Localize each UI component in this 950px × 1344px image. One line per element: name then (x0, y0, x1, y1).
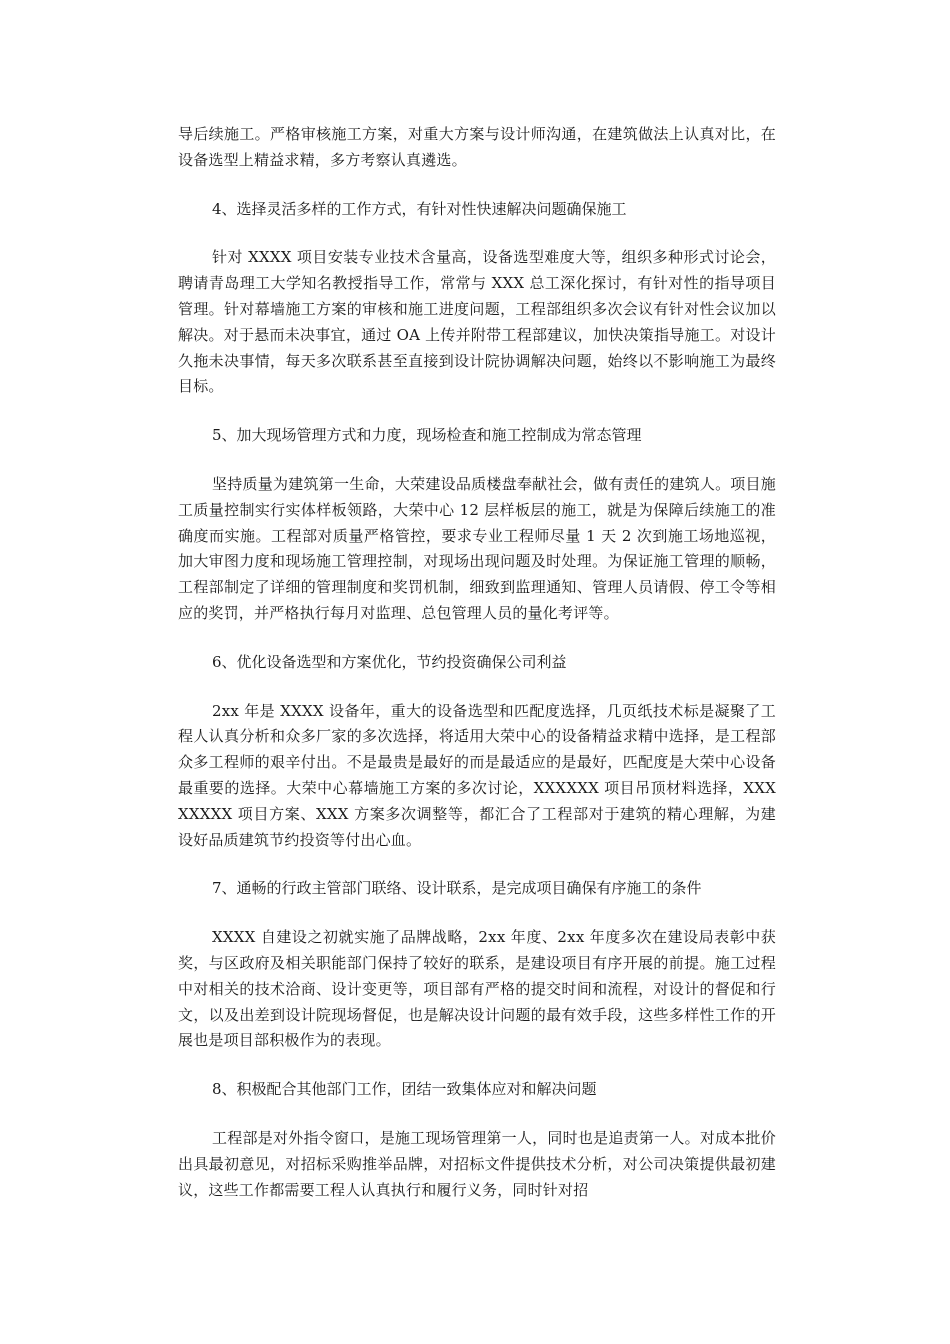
document-page (178, 122, 776, 1203)
section-7-heading: 7、通畅的行政主管部门联络、设计联系，是完成项目确保有序施工的条件 (212, 879, 702, 898)
section-7-body: XXXX 自建设之初就实施了品牌战略，2xx 年度、2xx 年度多次在建设局表彰中获奖，与区政府及相关职能部门保持了较好的联系，是建设项目有序开展的前提。施工过程中对相关的技术洽商、设计变更等，项目部有严格的提交时间和流程，对设计的督促和行文，以及出差到设计院现场督促，也是解决设计问题的最有效手段，这些多样性工作的开展也是项目部积极作为的表现。 (178, 928, 776, 1050)
section-6-heading: 6、优化设备选型和方案优化，节约投资确保公司利益 (212, 652, 567, 671)
section-8-heading: 8、积极配合其他部门工作，团结一致集体应对和解决问题 (212, 1080, 597, 1099)
section-6-body: 2xx 年是 XXXX 设备年，重大的设备选型和匹配度选择，几页纸技术标是凝聚了工程人认真分析和众多厂家的多次选择，将适用大荣中心的设备精益求精中选择，是工程部众多工程师的艰辛付出。不是最贵是最好的而是最适应的是最好，匹配度是大荣中心设备最重要的选择。大荣中心幕墙施工方案的多次讨论，XXXXXX 项目吊顶材料选择，XXXXXXXX 项目方案、XXX 方案多次调整等，都汇合了工程部对于建筑的精心理解，为建设好品质建筑节约投资等付出心血。 (178, 701, 776, 849)
section-4-heading: 4、选择灵活多样的工作方式，有针对性快速解决问题确保施工 (212, 199, 627, 218)
section-4-body: 针对 XXXX 项目安装专业技术含量高，设备选型难度大等，组织多种形式讨论会，聘请青岛理工大学知名教授指导工作，常常与 XXX 总工深化探讨，有针对性的指导项目管理。针对幕墙施工方案的审核和施工进度问题，工程部组织多次会议有针对性会议加以解决。对于悬而未决事宜，通过 OA 上传并附带工程部建议，加快决策指导施工。对设计久拖未决事情，每天多次联系甚至直接到设计院协调解决问题，始终以不影响施工为最终目标。 (178, 248, 776, 396)
section-8-body: 工程部是对外指令窗口，是施工现场管理第一人，同时也是追责第一人。对成本批价出具最初意见，对招标采购推举品牌，对招标文件提供技术分析，对公司决策提供最初建议，这些工作都需要工程人认真执行和履行义务，同时针对招 (178, 1128, 776, 1199)
section-5-body: 坚持质量为建筑第一生命，大荣建设品质楼盘奉献社会，做有责任的建筑人。项目施工质量控制实行实体样板领路，大荣中心 12 层样板层的施工，就是为保障后续施工的准确度而实施。工程部对质量严格管控，要求专业工程师尽量 1 天 2 次到施工场地巡视，加大审图力度和现场施工管理控制，对现场出现问题及时处理。为保证施工管理的顺畅，工程部制定了详细的管理制度和奖罚机制，细致到监理通知、管理人员请假、停工令等相应的奖罚，并严格执行每月对监理、总包管理人员的量化考评等。 (178, 474, 776, 622)
section-5-heading: 5、加大现场管理方式和力度，现场检查和施工控制成为常态管理 (212, 426, 642, 445)
continuation-paragraph: 导后续施工。严格审核施工方案，对重大方案与设计师沟通，在建筑做法上认真对比，在设备选型上精益求精，多方考察认真遴选。 (178, 125, 776, 169)
